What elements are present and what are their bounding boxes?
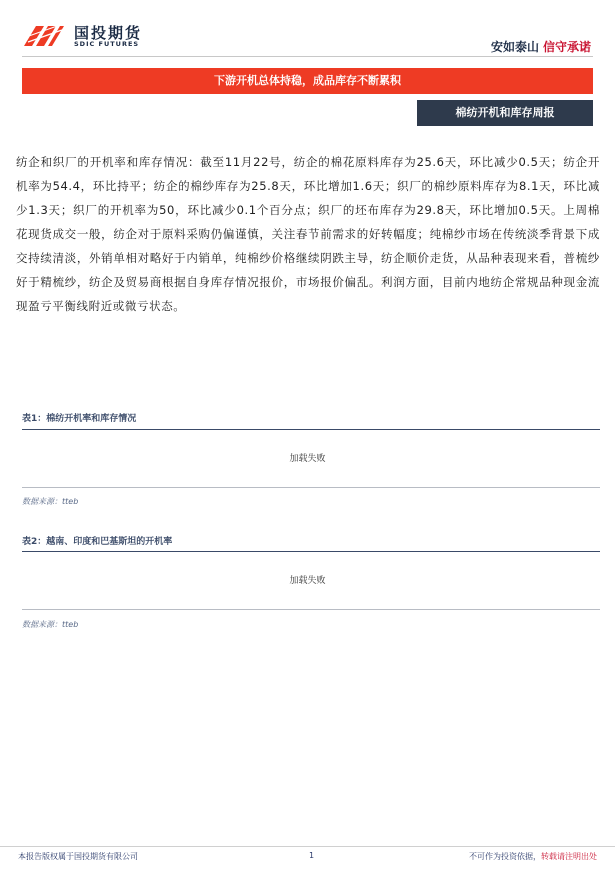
reprint-notice: 转载请注明出处 — [541, 852, 597, 861]
headline-banner — [22, 68, 593, 94]
footer-disclaimer — [469, 851, 597, 862]
slogan-part-2: 信守承诺 — [542, 40, 591, 54]
table2-top-rule — [22, 551, 600, 552]
logo-mark-icon — [22, 22, 66, 48]
page-number: 1 — [309, 851, 315, 860]
table2-source: 数据来源：tteb — [22, 620, 79, 629]
table1-top-rule — [22, 429, 600, 430]
footer-divider — [0, 846, 615, 847]
disclaimer-text: 不可作为投资依据， — [469, 852, 541, 861]
footer-copyright: 本报告版权属于国投期货有限公司 — [18, 852, 138, 861]
logo-english-text: SDIC FUTURES — [74, 40, 140, 48]
header-divider — [22, 56, 593, 57]
table2-bottom-rule — [22, 609, 600, 610]
table1-source: 数据来源：tteb — [22, 497, 79, 506]
table1-title: 表1：棉纺开机率和库存情况 — [22, 414, 137, 424]
company-logo — [22, 22, 162, 50]
page-header — [0, 0, 615, 62]
headline-text: 下游开机总体持稳，成品库存不断累积 — [214, 74, 401, 87]
table1-load-status: 加载失败 — [289, 454, 326, 464]
slogan — [491, 38, 591, 55]
slogan-part-1: 安如泰山 — [490, 40, 539, 54]
body-paragraph: 纺企和织厂的开机率和库存情况：截至11月22号，纺企的棉花原料库存为25.6天，环比减少0.5天；纺企开机率为54.4，环比持平；纺企的棉纱库存为25.8天，环比增加1.6天；织厂的棉纱原料库存为8.1天，环比减少1.3天；织厂的开机率为50，环比减少0.1个百分点；织厂的坯布库存为29.8天，环比增加0.5天。上周棉花现货成交一般，纺企对于原料采购仍偏谨慎，关注春节前需求的好转幅度；纯棉纱市场在传统淡季背景下成交持续清淡，外销单相对略好于内销单，纯棉纱价格继续阴跌主导，纺企顺价走货，从品种表现来看，普梳纱好于精梳纱，纺企及贸易商根据自身库存情况报价，市场报价偏乱。利润方面，目前内地纺企常规品种现金流现盈亏平衡线附近或微亏状态。 — [16, 155, 600, 313]
logo-chinese-text: 国投期货 — [74, 24, 143, 42]
report-type-tag: 棉纺开机和库存周报 — [417, 100, 593, 126]
table1-bottom-rule — [22, 487, 600, 488]
table2-title: 表2：越南、印度和巴基斯坦的开机率 — [22, 537, 173, 547]
table2-load-status: 加载失败 — [289, 576, 326, 586]
